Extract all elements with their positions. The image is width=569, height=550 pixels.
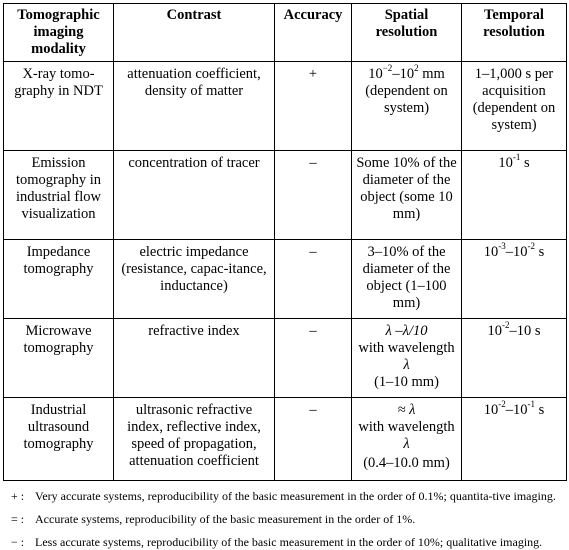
- spatial-line-3: λ: [403, 357, 410, 373]
- footnote-symbol: − :: [11, 535, 25, 549]
- cell-modality: X-ray tomo-graphy in NDT: [4, 62, 114, 151]
- header-temporal-resolution: Temporal resolution: [462, 4, 567, 62]
- footnote-symbol: + :: [11, 489, 25, 503]
- table-row: [4, 62, 567, 151]
- temporal-exponent-1: -3: [498, 241, 506, 252]
- temporal-exponent-1: -1: [512, 152, 521, 163]
- cell-modality: Microwave tomography: [4, 319, 114, 398]
- cell-temporal-resolution: [462, 398, 567, 481]
- spatial-base: 10: [368, 66, 383, 82]
- cell-contrast: refractive index: [114, 319, 275, 398]
- temporal-mid: –10: [505, 244, 528, 260]
- cell-contrast: electric impedance (resistance, capac-itance, inductance): [114, 240, 275, 319]
- cell-spatial-resolution: [352, 319, 462, 398]
- temporal-mid: –10: [505, 402, 528, 418]
- temporal-base: 10: [483, 402, 499, 418]
- temporal-rest: s: [520, 155, 530, 171]
- cell-contrast: concentration of tracer: [114, 151, 275, 240]
- footnote-plus: [3, 488, 566, 504]
- header-spatial-resolution: Spatial resolution: [352, 4, 462, 62]
- temporal-exponent-1: -2: [498, 399, 506, 410]
- tomography-comparison-table: [3, 3, 567, 481]
- temporal-rest: s: [534, 402, 545, 418]
- cell-temporal-resolution: [462, 151, 567, 240]
- table-row: [4, 398, 567, 481]
- table-footnotes: [3, 488, 566, 550]
- temporal-rest: –10 s: [509, 323, 541, 339]
- spatial-exponent-2: 2: [414, 63, 419, 74]
- spatial-exponent-1: −2: [382, 63, 393, 74]
- table-row: [4, 319, 567, 398]
- cell-temporal-resolution: [462, 319, 567, 398]
- spatial-line-2: with wavelength: [358, 340, 455, 356]
- cell-modality: Emission tomography in industrial flow visualization: [4, 151, 114, 240]
- header-contrast: Contrast: [114, 4, 275, 62]
- spatial-rest: mm (dependent on system): [365, 66, 448, 116]
- spatial-line-4: (0.4–10.0 mm): [363, 455, 450, 471]
- table-row: [4, 151, 567, 240]
- spatial-mid: –10: [392, 66, 415, 82]
- cell-spatial-resolution: 3–10% of the diameter of the object (1–100 mm): [352, 240, 462, 319]
- cell-modality: Industrial ultrasound tomography: [4, 398, 114, 481]
- cell-accuracy: –: [275, 319, 352, 398]
- footnote-text: Less accurate systems, reproducibility of the basic measurement in the order of 10%; qualitative imaging.: [35, 535, 543, 549]
- cell-contrast: attenuation coefficient, density of matter: [114, 62, 275, 151]
- cell-accuracy: –: [275, 240, 352, 319]
- spatial-line-4: (1–10 mm): [374, 374, 439, 390]
- cell-spatial-resolution: Some 10% of the diameter of the object (some 10 mm): [352, 151, 462, 240]
- footnote-text: Very accurate systems, reproducibility of the basic measurement in the order of 0.1%; quantita-tive imaging.: [35, 489, 556, 503]
- cell-accuracy: –: [275, 398, 352, 481]
- cell-accuracy: +: [275, 62, 352, 151]
- cell-contrast: ultrasonic refractive index, reflective index, speed of propagation, attenuation coefficient: [114, 398, 275, 481]
- table-row: [4, 240, 567, 319]
- temporal-exponent-1: -2: [501, 320, 510, 331]
- cell-spatial-resolution: [352, 62, 462, 151]
- header-accuracy: Accuracy: [275, 4, 352, 62]
- temporal-base: 10: [487, 323, 502, 339]
- footnote-symbol: = :: [11, 512, 25, 526]
- footnote-equals: [3, 511, 566, 527]
- cell-temporal-resolution: 1–1,000 s per acquisition (dependent on system): [462, 62, 567, 151]
- temporal-exponent-2: -1: [527, 399, 535, 410]
- spatial-line-2: with wavelength: [358, 419, 455, 435]
- temporal-exponent-2: -2: [527, 241, 535, 252]
- spatial-line-1: ≈ λ: [397, 402, 416, 418]
- temporal-rest: s: [534, 244, 545, 260]
- table-header-row: [4, 4, 567, 62]
- footnote-minus: [3, 534, 566, 550]
- footnote-text: Accurate systems, reproducibility of the basic measurement in the order of 1%.: [35, 512, 416, 526]
- cell-spatial-resolution: [352, 398, 462, 481]
- temporal-base: 10: [498, 155, 513, 171]
- temporal-base: 10: [483, 244, 499, 260]
- cell-modality: Impedance tomography: [4, 240, 114, 319]
- cell-accuracy: –: [275, 151, 352, 240]
- header-modality: Tomographic imaging modality: [4, 4, 114, 62]
- cell-temporal-resolution: [462, 240, 567, 319]
- spatial-line-3: λ: [403, 436, 410, 452]
- spatial-line-1: λ –λ/10: [385, 323, 428, 339]
